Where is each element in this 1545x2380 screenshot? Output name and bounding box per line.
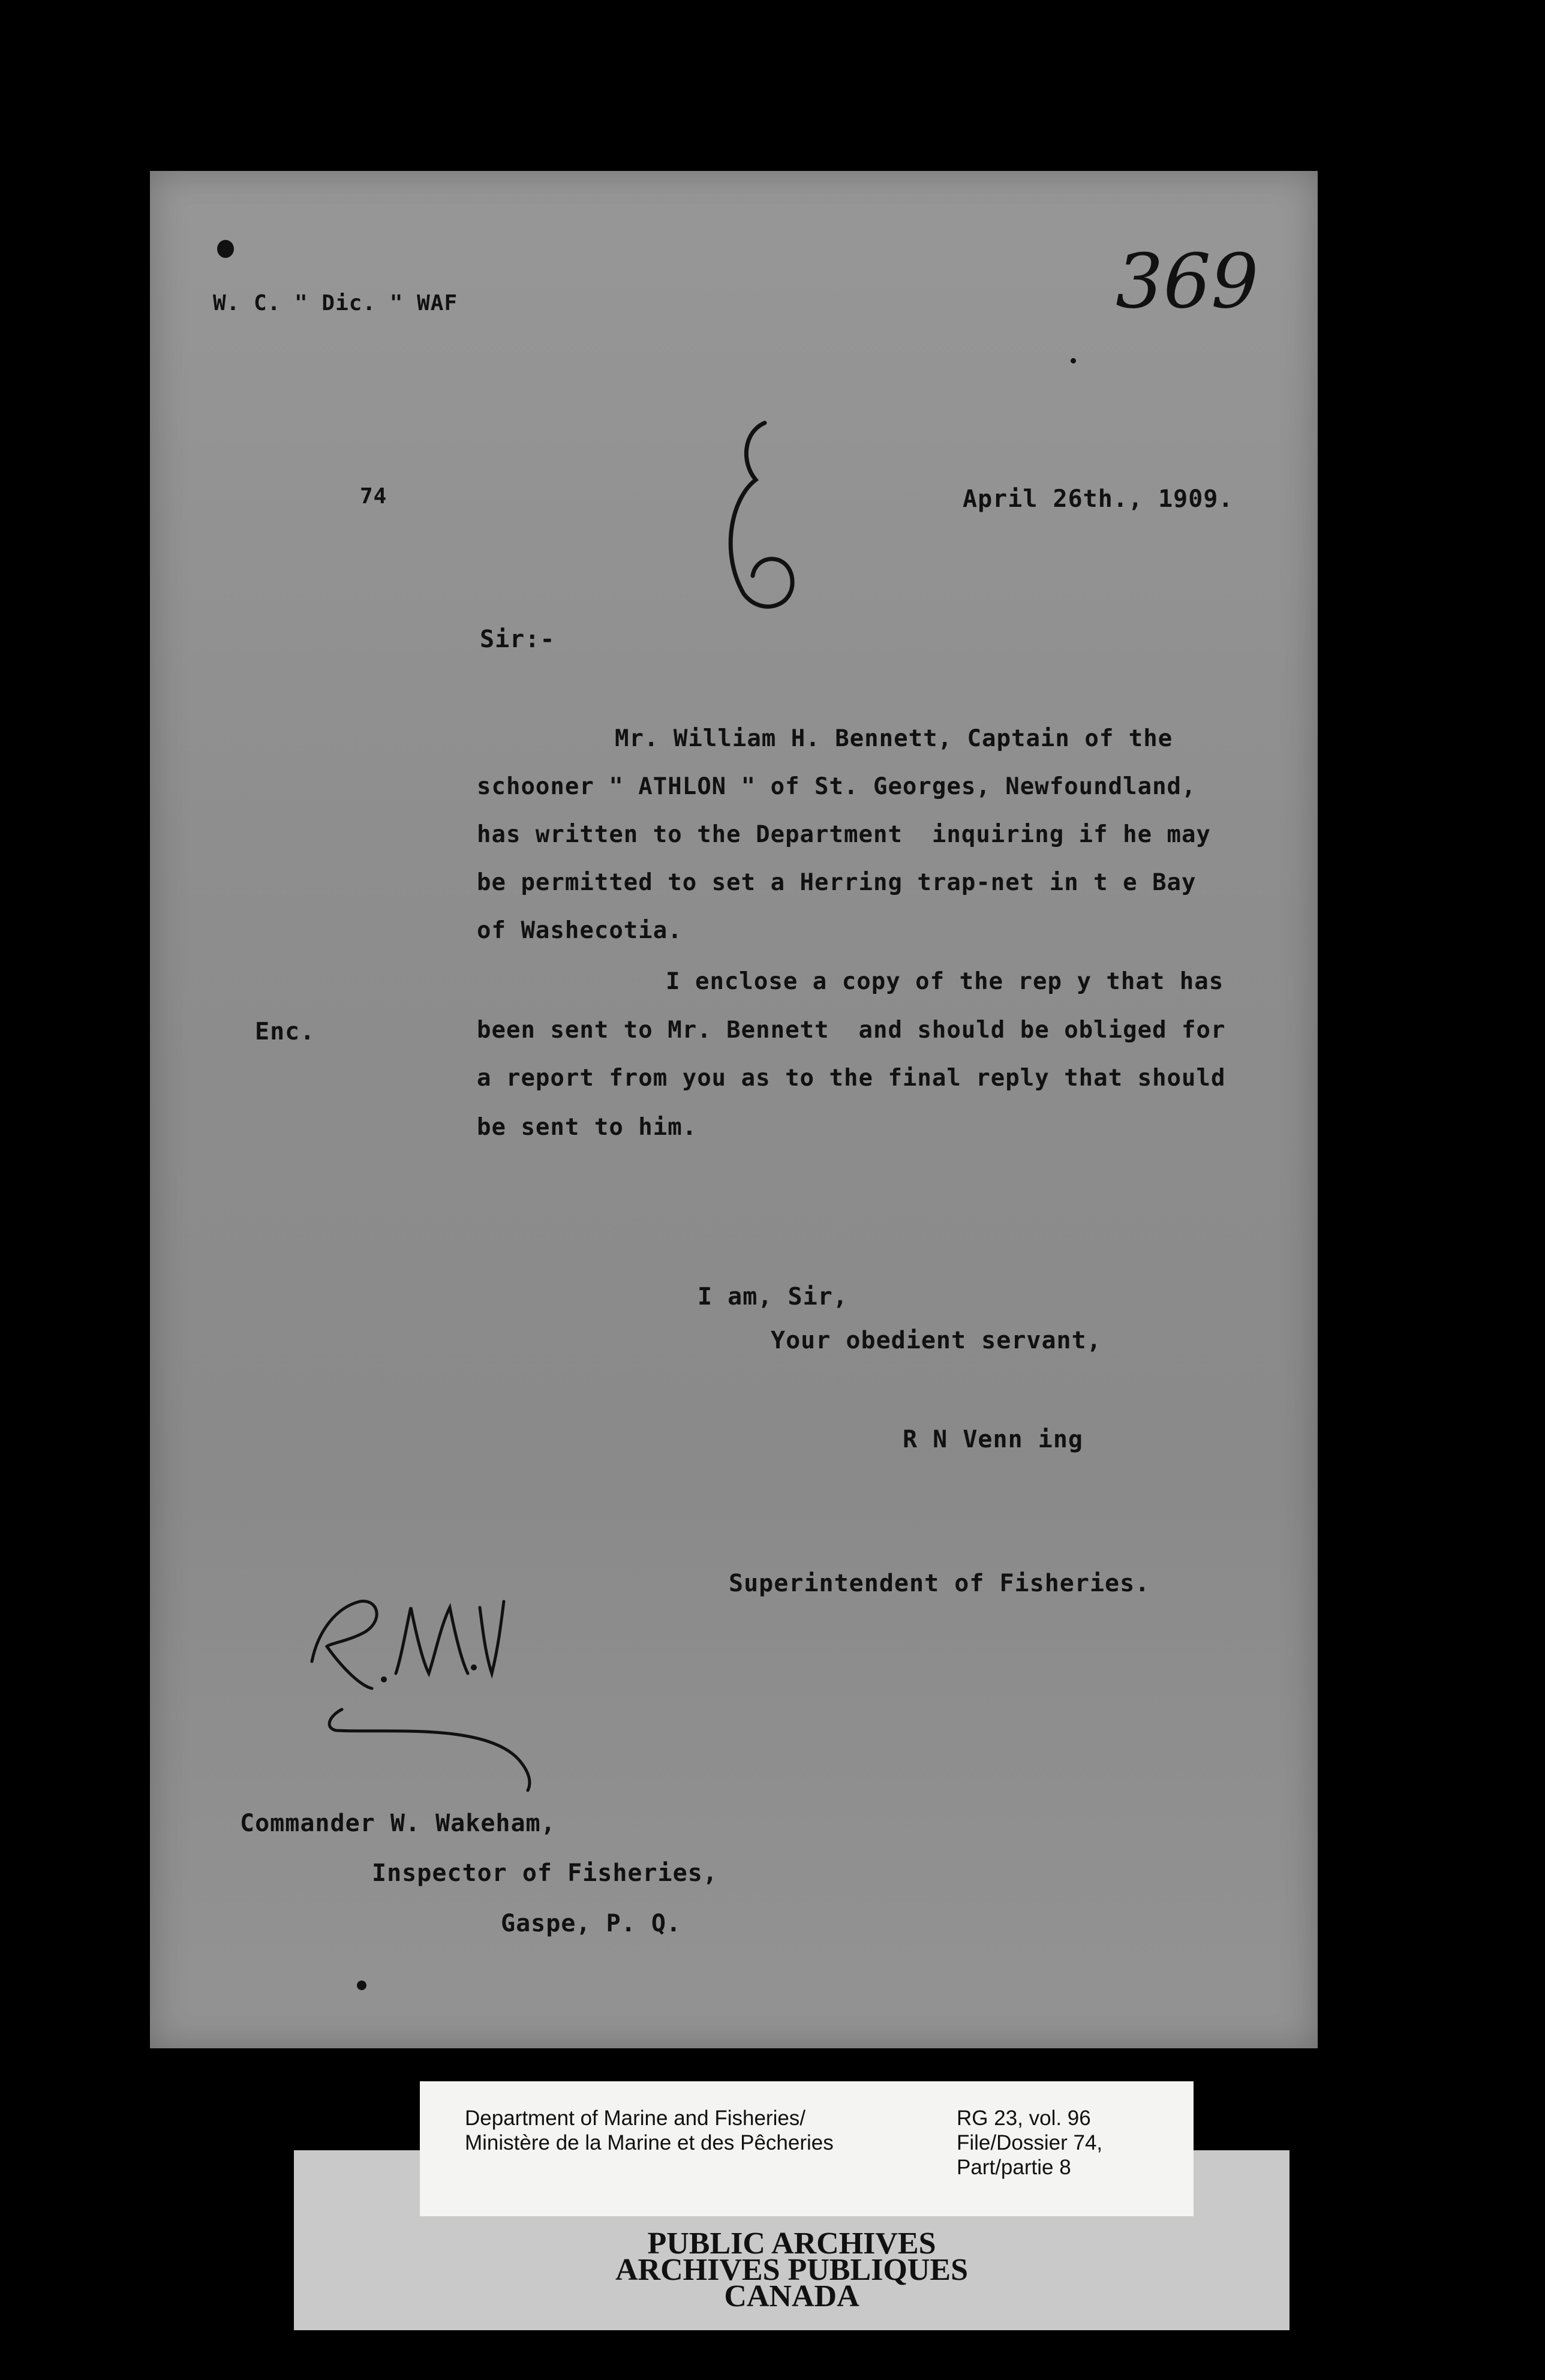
- archives-stamp-line-3: CANADA: [724, 2279, 859, 2313]
- ink-dot: [1071, 358, 1076, 363]
- file-number: 74: [360, 484, 387, 509]
- body-line: be sent to him.: [477, 1114, 698, 1141]
- ink-dot: [357, 1981, 366, 1990]
- ink-blot: [217, 240, 234, 258]
- addressee-place: Gaspe, P. Q.: [501, 1910, 681, 1937]
- signatory-title: Superintendent of Fisheries.: [729, 1570, 1150, 1597]
- reference-line: W. C. " Dic. " WAF: [213, 291, 458, 315]
- body-line: schooner " ATHLON " of St. Georges, Newfoundland,: [477, 773, 1197, 800]
- closing-line: I am, Sir,: [698, 1283, 848, 1311]
- body-line: a report from you as to the final reply that should: [477, 1065, 1226, 1092]
- addressee-position: Inspector of Fisheries,: [372, 1859, 718, 1887]
- department-french: Ministère de la Marine et des Pêcheries: [465, 2131, 834, 2154]
- addressee-name: Commander W. Wakeham,: [240, 1810, 556, 1837]
- letter-date: April 26th., 1909.: [963, 485, 1234, 513]
- handwritten-initials: [294, 1583, 546, 1799]
- part-partie: Part/partie 8: [957, 2156, 1071, 2179]
- body-line: be permitted to set a Herring trap-net in t e Bay: [477, 869, 1197, 896]
- folio-number: 369: [1116, 238, 1259, 325]
- handwritten-mark: [708, 414, 816, 618]
- file-dossier: File/Dossier 74,: [957, 2131, 1103, 2154]
- body-line: Mr. William H. Bennett, Captain of the: [615, 725, 1173, 752]
- salutation: Sir:-: [480, 626, 555, 653]
- body-line: has written to the Department inquiring if he may: [477, 821, 1211, 848]
- archives-stamp-line-2: ARCHIVES PUBLIQUES: [615, 2253, 969, 2287]
- body-line: been sent to Mr. Bennett and should be obliged for: [477, 1017, 1226, 1044]
- archives-stamp-line-1: PUBLIC ARCHIVES: [647, 2226, 936, 2261]
- department-english: Department of Marine and Fisheries/: [465, 2106, 806, 2130]
- body-line: I enclose a copy of the rep y that has: [666, 968, 1224, 995]
- signature-typed: R N Venn ing: [903, 1426, 1083, 1453]
- body-line: of Washecotia.: [477, 917, 683, 944]
- enclosure-note: Enc.: [255, 1018, 315, 1045]
- closing-line: Your obedient servant,: [771, 1327, 1102, 1354]
- record-group: RG 23, vol. 96: [957, 2106, 1091, 2130]
